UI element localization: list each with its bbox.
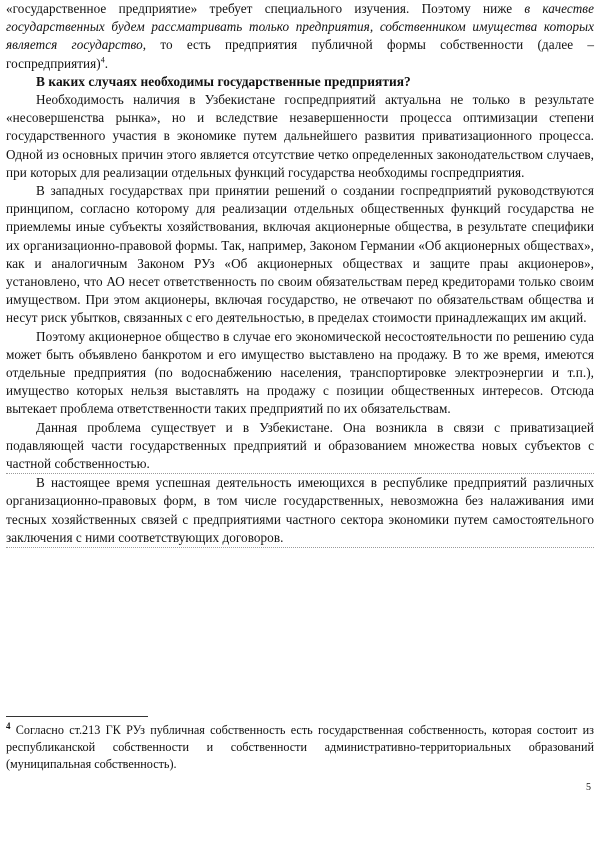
paragraph-intro — [6, 0, 594, 73]
paragraph-1: Необходимость наличия в Узбекистане госпредприятий актуальна не только в результате «несовершенства рынка», но и вследствие незавершенности процесса оптимизации степени государственного участия в экономике путем дальнейшего развития приватизационного процесса. Одной из основных причин этого является отсутствие четко определенных законодательством случаев, при которых для реализации отдельных функций государства необходимы госпредприятия. — [6, 92, 594, 180]
section-break-rule-2 — [6, 547, 594, 548]
paragraph-intro-end: . — [104, 55, 109, 71]
footnote — [6, 722, 594, 773]
footnote-separator — [6, 716, 148, 717]
footnote-reference[interactable]: 4 — [100, 55, 105, 65]
paragraph-5: В настоящее время успешная деятельность имеющихся в республике предприятий различных организационно-правовых форм, в том числе государственных, невозможна без налаживания ими тесных хозяйственных связей с предприятиями частного сектора экономики путем самостоятельного заключения с ними соответствующих договоров. — [6, 475, 594, 545]
paragraph-intro-text: «государственное предприятие» требует специального изучения. Поэтому ниже — [6, 1, 525, 16]
body-text — [6, 0, 594, 548]
footnote-text: Согласно ст.213 ГК РУз публичная собственность есть государственная собственность, которая состоит из республиканской собственности и собственности административно-территориальных образований (муниципальная собственность). — [6, 723, 594, 771]
section-heading: В каких случаях необходимы государственные предприятия? — [36, 73, 411, 89]
footnote-number: 4 — [6, 720, 11, 731]
paragraph-4: Данная проблема существует и в Узбекистане. Она возникла в связи с приватизацией подавляющей части государственных предприятий и образованием множества новых субъектов с частной собственностью. — [6, 419, 594, 472]
paragraph-intro-italic: в качестве государственных будем рассматривать только предприятия, собственником имущества которых является государство — [6, 1, 594, 53]
paragraph-2: В западных государствах при принятии решений о создании госпредприятий руководствуются принципом, согласно которому для реализации отдельных общественных функций государства не приемлемы иные субъекты хозяйствования, включая акционерные общества, в результате специфики их организационно-правовой формы. Так, например, Законом Германии «Об акционерных обществах», как и аналогичным Законом РУз «Об акционерных обществах и защите праы акционеров», установлено, что АО несет ответственность по своим обязательствам перед кредиторами только своим имуществом. При этом акционеры, включая государство, не отвечают по обязательствам общества и несут риск убытков, связанных с его деятельностью, в пределах стоимости принадлежащих им акций. — [6, 183, 594, 326]
paragraph-3: Поэтому акционерное общество в случае его экономической несостоятельности по решению суда может быть объявлено банкротом и его имущество выставлено на продажу. В то же время, имеются отдельные предприятия (по водоснабжению населения, транспортировке электроэнергии и т.п.), имущество которых нельзя выставлять на продажу с позиции общественных интересов. Отсюда вытекает проблема ответственности таких предприятий по их обязательствам. — [6, 328, 594, 417]
document-page — [6, 0, 594, 842]
paragraph-intro-text-2: , то есть предприятия публичной формы собственности (далее – госпредприятия) — [6, 37, 594, 71]
page-number: 5 — [586, 782, 591, 793]
